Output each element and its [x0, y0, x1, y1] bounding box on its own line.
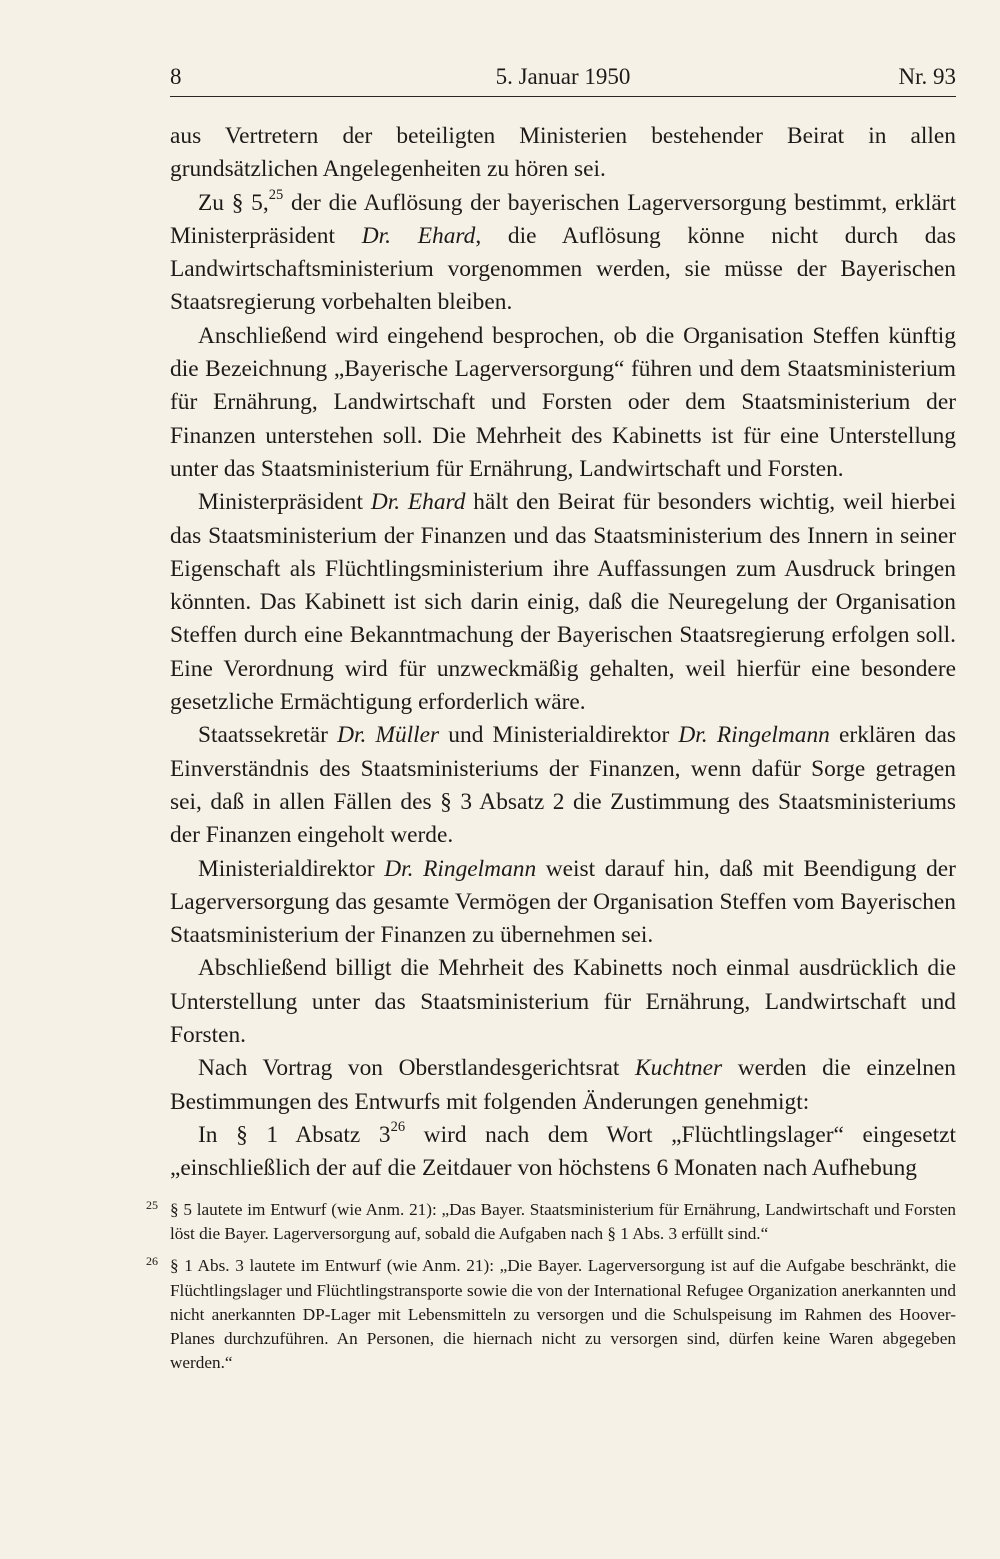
p4-text-a: Ministerpräsident	[198, 489, 371, 516]
person-name: Dr. Ringelmann	[678, 722, 830, 749]
footnote-ref-26[interactable]: 26	[390, 1118, 406, 1135]
footnote-text: § 1 Abs. 3 lautete im Entwurf (wie Anm. 21): „Die Bayer. Lagerversorgung ist auf die Aufgabe beschränkt, die Flüchtlingslager und Flüchtlingstransporte sowie die von der International Refugee Organization anerkannten und nicht anerkannten DP-Lager mit Lebensmitteln zu versorgen und die Schulspeisung im Rahmen des Hoover-Planes durchzuführen. An Personen, die hiernach nicht zu versorgen sind, dürfen keine Waren abgegeben werden.“	[170, 1256, 956, 1373]
paragraph-4	[170, 486, 956, 719]
body-text	[170, 120, 956, 1186]
p5-text-b: und Ministerialdirektor	[439, 722, 679, 749]
person-name: Dr. Ehard	[370, 489, 466, 516]
p2-text-c: , die Auflösung könne nicht durch das Landwirtschaftsministerium vorgenommen werden, sie müsse der Bayerischen Staatsregierung vorbehalten bleiben.	[170, 222, 956, 316]
p4-text-b: hält den Beirat für besonders wichtig, weil hierbei das Staatsministerium der Finanzen und das Staatsministerium des Innern in seiner Eigenschaft als Flüchtlingsministerium ihre Auffassungen zum Ausdruck bringen könnten. Das Kabinett ist sich darin einig, daß die Neuregelung der Organisation Steffen durch eine Bekanntmachung der Bayerischen Staatsregierung erfolgen soll. Eine Verordnung wird für unzweckmäßig gehalten, weil hierfür eine besondere gesetzliche Ermächtigung erforderlich wäre.	[170, 489, 956, 716]
footnote-26	[146, 1254, 956, 1375]
p2-text-a: Zu § 5,	[198, 189, 269, 216]
footnote-ref-25[interactable]: 25	[268, 186, 284, 203]
footnote-25	[146, 1198, 956, 1246]
paragraph-9	[170, 1119, 956, 1186]
p5-text-a: Staatssekretär	[198, 722, 338, 749]
issue-number: Nr. 93	[898, 64, 956, 89]
paragraph-5	[170, 719, 956, 852]
p9-text-a: In § 1 Absatz 3	[198, 1121, 391, 1148]
p2-text-b: der die Auflösung der bayerischen Lagerversorgung bestimmt, erklärt Ministerpräsident	[170, 189, 956, 249]
paragraph-3: Anschließend wird eingehend besprochen, ob die Organisation Steffen künftig die Bezeichnung „Bayerische Lagerversorgung“ führen und dem Staatsministerium für Ernährung, Landwirtschaft und Forsten oder dem Staatsministerium der Finanzen unterstehen soll. Die Mehrheit des Kabinetts ist für eine Unterstellung unter das Staatsministerium für Ernährung, Landwirtschaft und Forsten.	[170, 322, 956, 482]
paragraph-2	[170, 187, 956, 320]
p5-text-c: erklären das Einverständnis des Staatsministeriums der Finanzen, wenn dafür Sorge getragen sei, daß in allen Fällen des § 3 Absatz 2 die Zustimmung des Staatsministeriums der Finanzen eingeholt werde.	[170, 722, 956, 849]
p6-text-a: Ministerialdirektor	[198, 855, 385, 882]
paragraph-8	[170, 1052, 956, 1119]
paragraph-1: aus Vertretern der beteiligten Ministerien bestehender Beirat in allen grundsätzlichen Angelegenheiten zu hören sei.	[170, 123, 956, 183]
p8-text-a: Nach Vortrag von Oberstlandesgerichtsrat	[198, 1055, 636, 1082]
footnote-number: 26	[146, 1254, 158, 1269]
p8-text-b: werden die einzelnen Bestimmungen des Entwurfs mit folgenden Änderungen genehmigt:	[170, 1055, 956, 1115]
paragraph-7: Abschließend billigt die Mehrheit des Kabinetts noch einmal ausdrücklich die Unterstellung unter das Staatsministerium für Ernährung, Landwirtschaft und Forsten.	[170, 955, 956, 1049]
person-name: Dr. Ringelmann	[384, 855, 537, 882]
header-date: 5. Januar 1950	[495, 64, 631, 89]
person-name: Dr. Müller	[337, 722, 440, 749]
running-header	[170, 60, 956, 97]
footnote-number: 25	[146, 1198, 158, 1212]
footnotes	[146, 1198, 956, 1383]
person-name: Dr. Ehard	[361, 222, 476, 249]
footnote-text: § 5 lautete im Entwurf (wie Anm. 21): „Das Bayer. Staatsministerium für Ernährung, Landwirtschaft und Forsten löst die Bayer. Lagerversorgung auf, sobald die Aufgaben nach § 1 Abs. 3 erfüllt sind.“	[170, 1200, 956, 1244]
page-number: 8	[170, 64, 182, 89]
p6-text-b: weist darauf hin, daß mit Beendigung der Lagerversorgung das gesamte Vermögen der Organisation Steffen vom Bayerischen Staatsministerium der Finanzen zu übernehmen sei.	[170, 855, 956, 949]
p9-text-b: wird nach dem Wort „Flüchtlingslager“ eingesetzt „einschließlich der auf die Zeitdauer von höchstens 6 Monaten nach Aufhebung	[170, 1121, 956, 1182]
person-name: Kuchtner	[635, 1055, 723, 1082]
paragraph-6	[170, 853, 956, 953]
